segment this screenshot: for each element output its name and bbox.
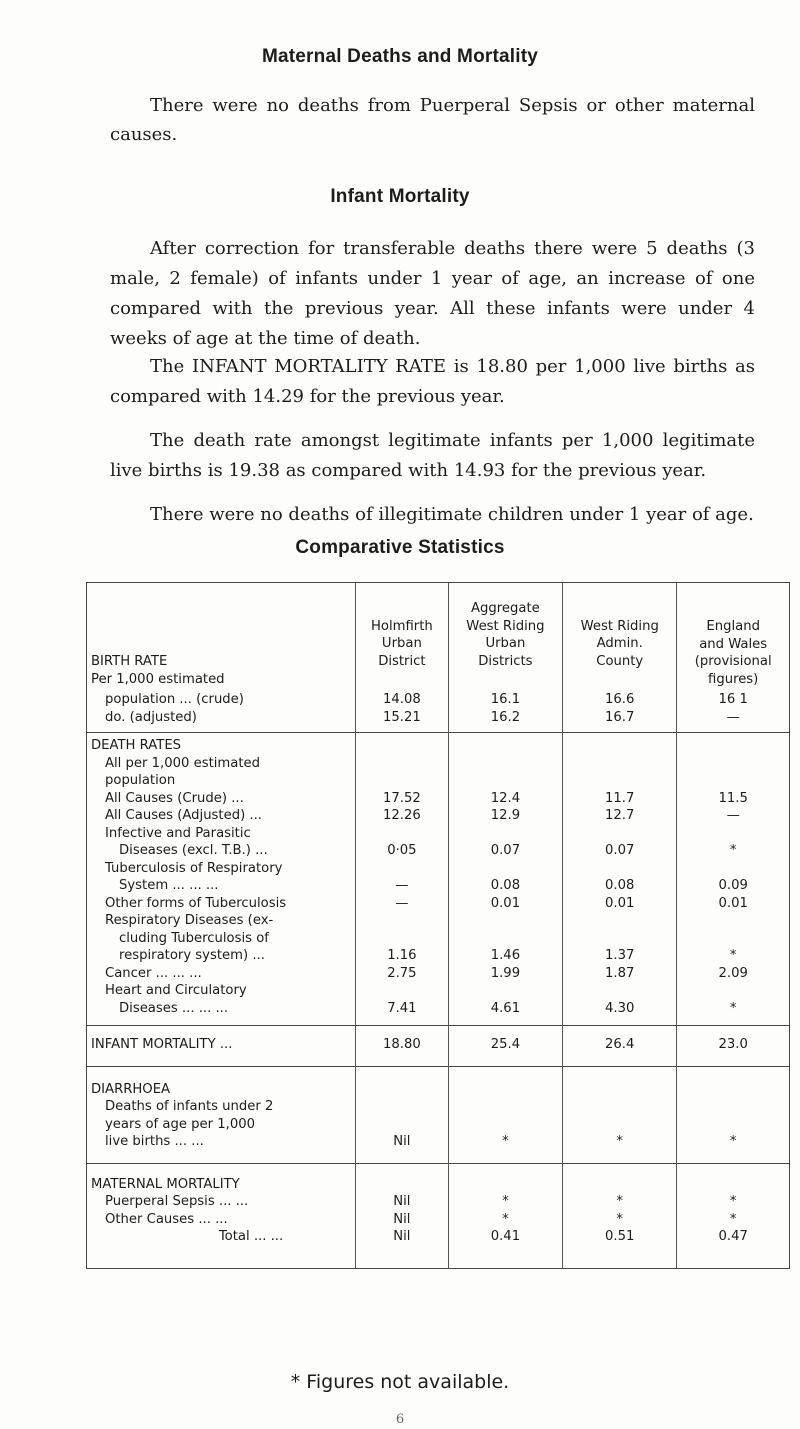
paragraph-infant-deaths: After correction for transferable deaths there were 5 deaths (3 male, 2 female) of infants under 1 year of age, an increase of one compared with the previous year. All these infants were under 4 weeks of age at the time of death. [110,238,755,349]
paragraph-legitimate-rate: The death rate amongst legitimate infants per 1,000 legitimate live births is 19.38 as compared with 14.93 for the previous year. [110,430,755,481]
column-header-holmfirth: Holmfirth Urban District [356,583,449,692]
diarrhoea-west-riding: * [563,1066,677,1163]
maternal-mortality-aggregate: * * 0.41 [448,1163,562,1268]
birth-rate-values-row [87,691,790,733]
maternal-mortality-holmfirth: Nil Nil Nil [356,1163,449,1268]
column-header-aggregate: Aggregate West Riding Urban Districts [448,583,562,692]
diarrhoea-england-wales: * [677,1066,790,1163]
birth-rate-west-riding: 16.6 16.7 [563,691,677,733]
maternal-mortality-row [87,1163,790,1268]
infant-mortality-label: INFANT MORTALITY ... [87,1026,356,1067]
maternal-mortality-england-wales: * * 0.47 [677,1163,790,1268]
infant-mortality-aggregate: 25.4 [448,1026,562,1067]
death-rates-aggregate: 12.4 12.9 0.07 0.08 0.01 1.46 1.99 4.61 [448,733,562,1026]
infant-mortality-west-riding: 26.4 [563,1026,677,1067]
paragraph-infant-mortality-rate: The INFANT MORTALITY RATE is 18.80 per 1,000 live births as compared with 14.29 for the previous year. [110,356,755,407]
death-rates-title: DEATH RATES [91,738,182,753]
column-header-england-wales: England and Wales (provisional figures) [677,583,790,692]
page-number: 6 [395,1412,405,1427]
birth-rate-holmfirth: 14.08 15.21 [356,691,449,733]
birth-rate-england-wales: 16 1 — [677,691,790,733]
death-rates-holmfirth: 17.52 12.26 0·05 — — 1.16 2.75 7.41 [356,733,449,1026]
section-heading-comparative-statistics: Comparative Statistics [295,537,505,558]
birth-rate-subtitle: Per 1,000 estimated [91,671,225,687]
infant-mortality-holmfirth: 18.80 [356,1026,449,1067]
death-rates-west-riding: 11.7 12.7 0.07 0.08 0.01 1.37 1.87 4.30 [563,733,677,1026]
diarrhoea-row [87,1066,790,1163]
footnote-figures-not-available: * Figures not available. [290,1371,510,1393]
infant-mortality-england-wales: 23.0 [677,1026,790,1067]
diarrhoea-label: DIARRHOEA Deaths of infants under 2 years of age per 1,000 live births ... ... [87,1066,356,1163]
death-rates-england-wales: 11.5 — * 0.09 0.01 * 2.09 * [677,733,790,1026]
death-rates-row-labels: DEATH RATES All per 1,000 estimated population All Causes (Crude) ... All Causes (Adjusted) ... Infective and Parasitic Diseases (excl. T.B.) ... Tuberculosis of Respiratory System ... ... ... Other forms of Tuberculosis Respiratory Diseases (ex- cluding Tuberculosis of respiratory system) ... Cancer ... ... ... Heart and Circulatory Diseases ... ... ... [87,733,356,1026]
birth-rate-header-row [87,583,790,692]
birth-rate-title: BIRTH RATE [91,654,168,669]
birth-rate-label-cell [87,583,356,692]
column-header-west-riding: West Riding Admin. County [563,583,677,692]
maternal-mortality-label: MATERNAL MORTALITY Puerperal Sepsis ... ... Other Causes ... ... Total ... ... [87,1163,356,1268]
diarrhoea-holmfirth: Nil [356,1066,449,1163]
infant-mortality-row [87,1026,790,1067]
paragraph-maternal-deaths: There were no deaths from Puerperal Sepsis or other maternal causes. [110,95,755,145]
maternal-mortality-west-riding: * * 0.51 [563,1163,677,1268]
death-rates-values-row [87,733,790,1026]
diarrhoea-aggregate: * [448,1066,562,1163]
birth-rate-row-labels: population ... (crude) do. (adjusted) [105,692,244,725]
section-heading-infant-mortality: Infant Mortality [330,186,470,207]
section-heading-maternal: Maternal Deaths and Mortality [261,46,539,67]
paragraph-illegitimate: There were no deaths of illegitimate children under 1 year of age. [150,504,754,525]
comparative-statistics-table [86,582,790,1269]
birth-rate-aggregate: 16.1 16.2 [448,691,562,733]
